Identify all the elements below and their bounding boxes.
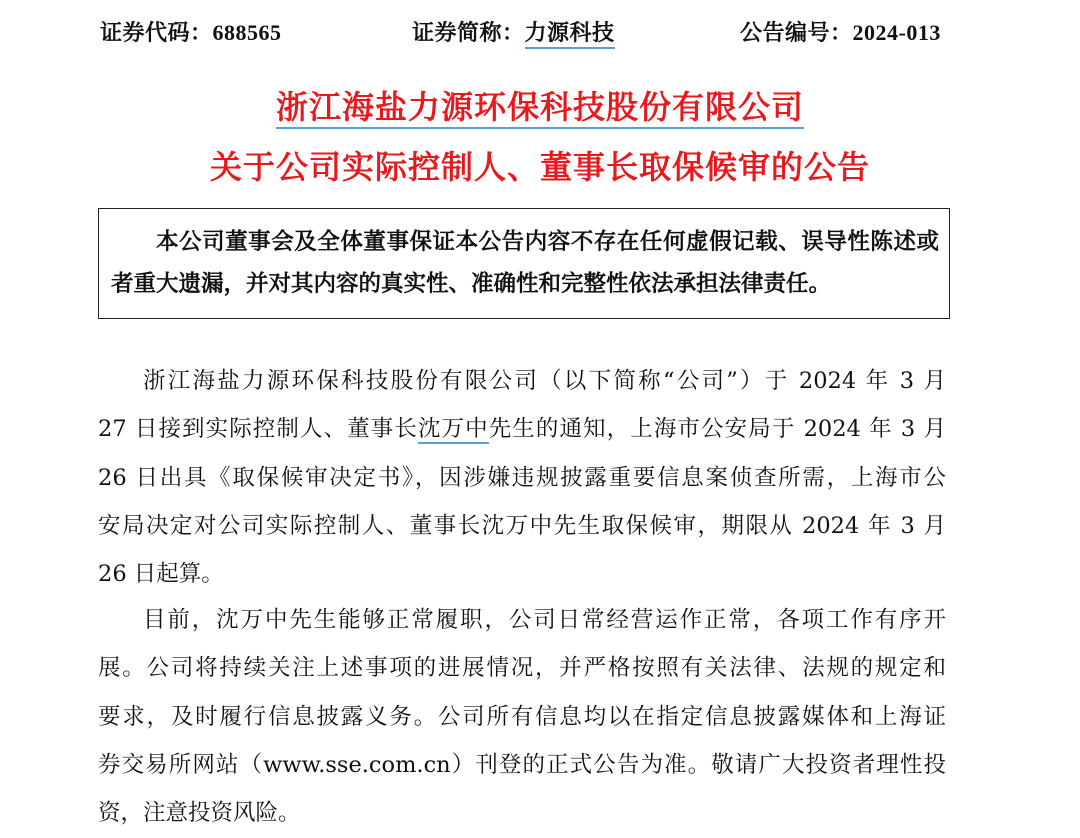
announcement-number-label: 公告编号： bbox=[740, 20, 853, 46]
paragraph-2-line-3: 要求，及时履行信息披露义务。公司所有信息均以在指定信息披露媒体和上海证 bbox=[98, 703, 946, 730]
announcement-title: 关于公司实际控制人、董事长取保候审的公告 bbox=[209, 148, 870, 186]
body-paragraph-2 bbox=[98, 596, 946, 837]
paragraph-1-line-2-end: 先生的通知，上海市公安局于 2024 年 3 月 bbox=[488, 416, 946, 443]
security-short-name bbox=[412, 18, 615, 48]
paragraph-2-line-1: 目前，沈万中先生能够正常履职，公司日常经营运作正常，各项工作有序开 bbox=[143, 607, 946, 633]
paragraph-1-line-1: 浙江海盐力源环保科技股份有限公司（以下简称“公司”）于 2024 年 3 月 bbox=[143, 368, 946, 394]
paragraph-1-line-3: 26 日出具《取保候审决定书》，因涉嫌违规披露重要信息案侦查所需，上海市公 bbox=[98, 464, 946, 491]
paragraph-1-line-2-start: 27 日接到实际控制人、董事长 bbox=[98, 416, 418, 443]
security-short-name-label: 证券简称： bbox=[412, 20, 525, 46]
paragraph-2-line-5: 资，注意投资风险。 bbox=[98, 800, 301, 827]
company-title bbox=[0, 86, 1080, 128]
chairman-name: 沈万中 bbox=[417, 416, 489, 443]
board-declaration-box bbox=[98, 208, 950, 319]
board-declaration-text bbox=[111, 221, 939, 305]
declaration-line-2: 述或者重大遗漏，并对其内容的真实性、准确性和完整性依法承担法律责任。 bbox=[111, 229, 939, 297]
company-title-text: 浙江海盐力源环保科技股份有限公司 bbox=[276, 88, 804, 129]
paragraph-2-line-4: 券交易所网站（www.sse.com.cn）刊登的正式公告为准。敬请广大投资者理性投 bbox=[98, 751, 946, 778]
security-short-name-value: 力源科技 bbox=[525, 20, 615, 49]
security-code bbox=[100, 18, 282, 48]
paragraph-1-line-4: 安局决定对公司实际控制人、董事长沈万中先生取保候审，期限从 2024 年 3 月 bbox=[98, 512, 946, 539]
paragraph-1-line-2 bbox=[98, 405, 946, 453]
body-paragraph-1 bbox=[98, 357, 946, 598]
paragraph-2-line-2: 展。公司将持续关注上述事项的进展情况，并严格按照有关法律、法规的规定和 bbox=[98, 655, 946, 682]
declaration-line-1: 本公司董事会及全体董事保证本公告内容不存在任何虚假记载、误导性陈 bbox=[156, 229, 894, 255]
announcement-number bbox=[740, 18, 941, 48]
security-code-label: 证券代码： bbox=[100, 20, 213, 46]
announcement-number-value: 2024-013 bbox=[852, 20, 941, 45]
security-code-value: 688565 bbox=[212, 20, 282, 45]
paragraph-1-line-5: 26 日起算。 bbox=[98, 561, 224, 588]
